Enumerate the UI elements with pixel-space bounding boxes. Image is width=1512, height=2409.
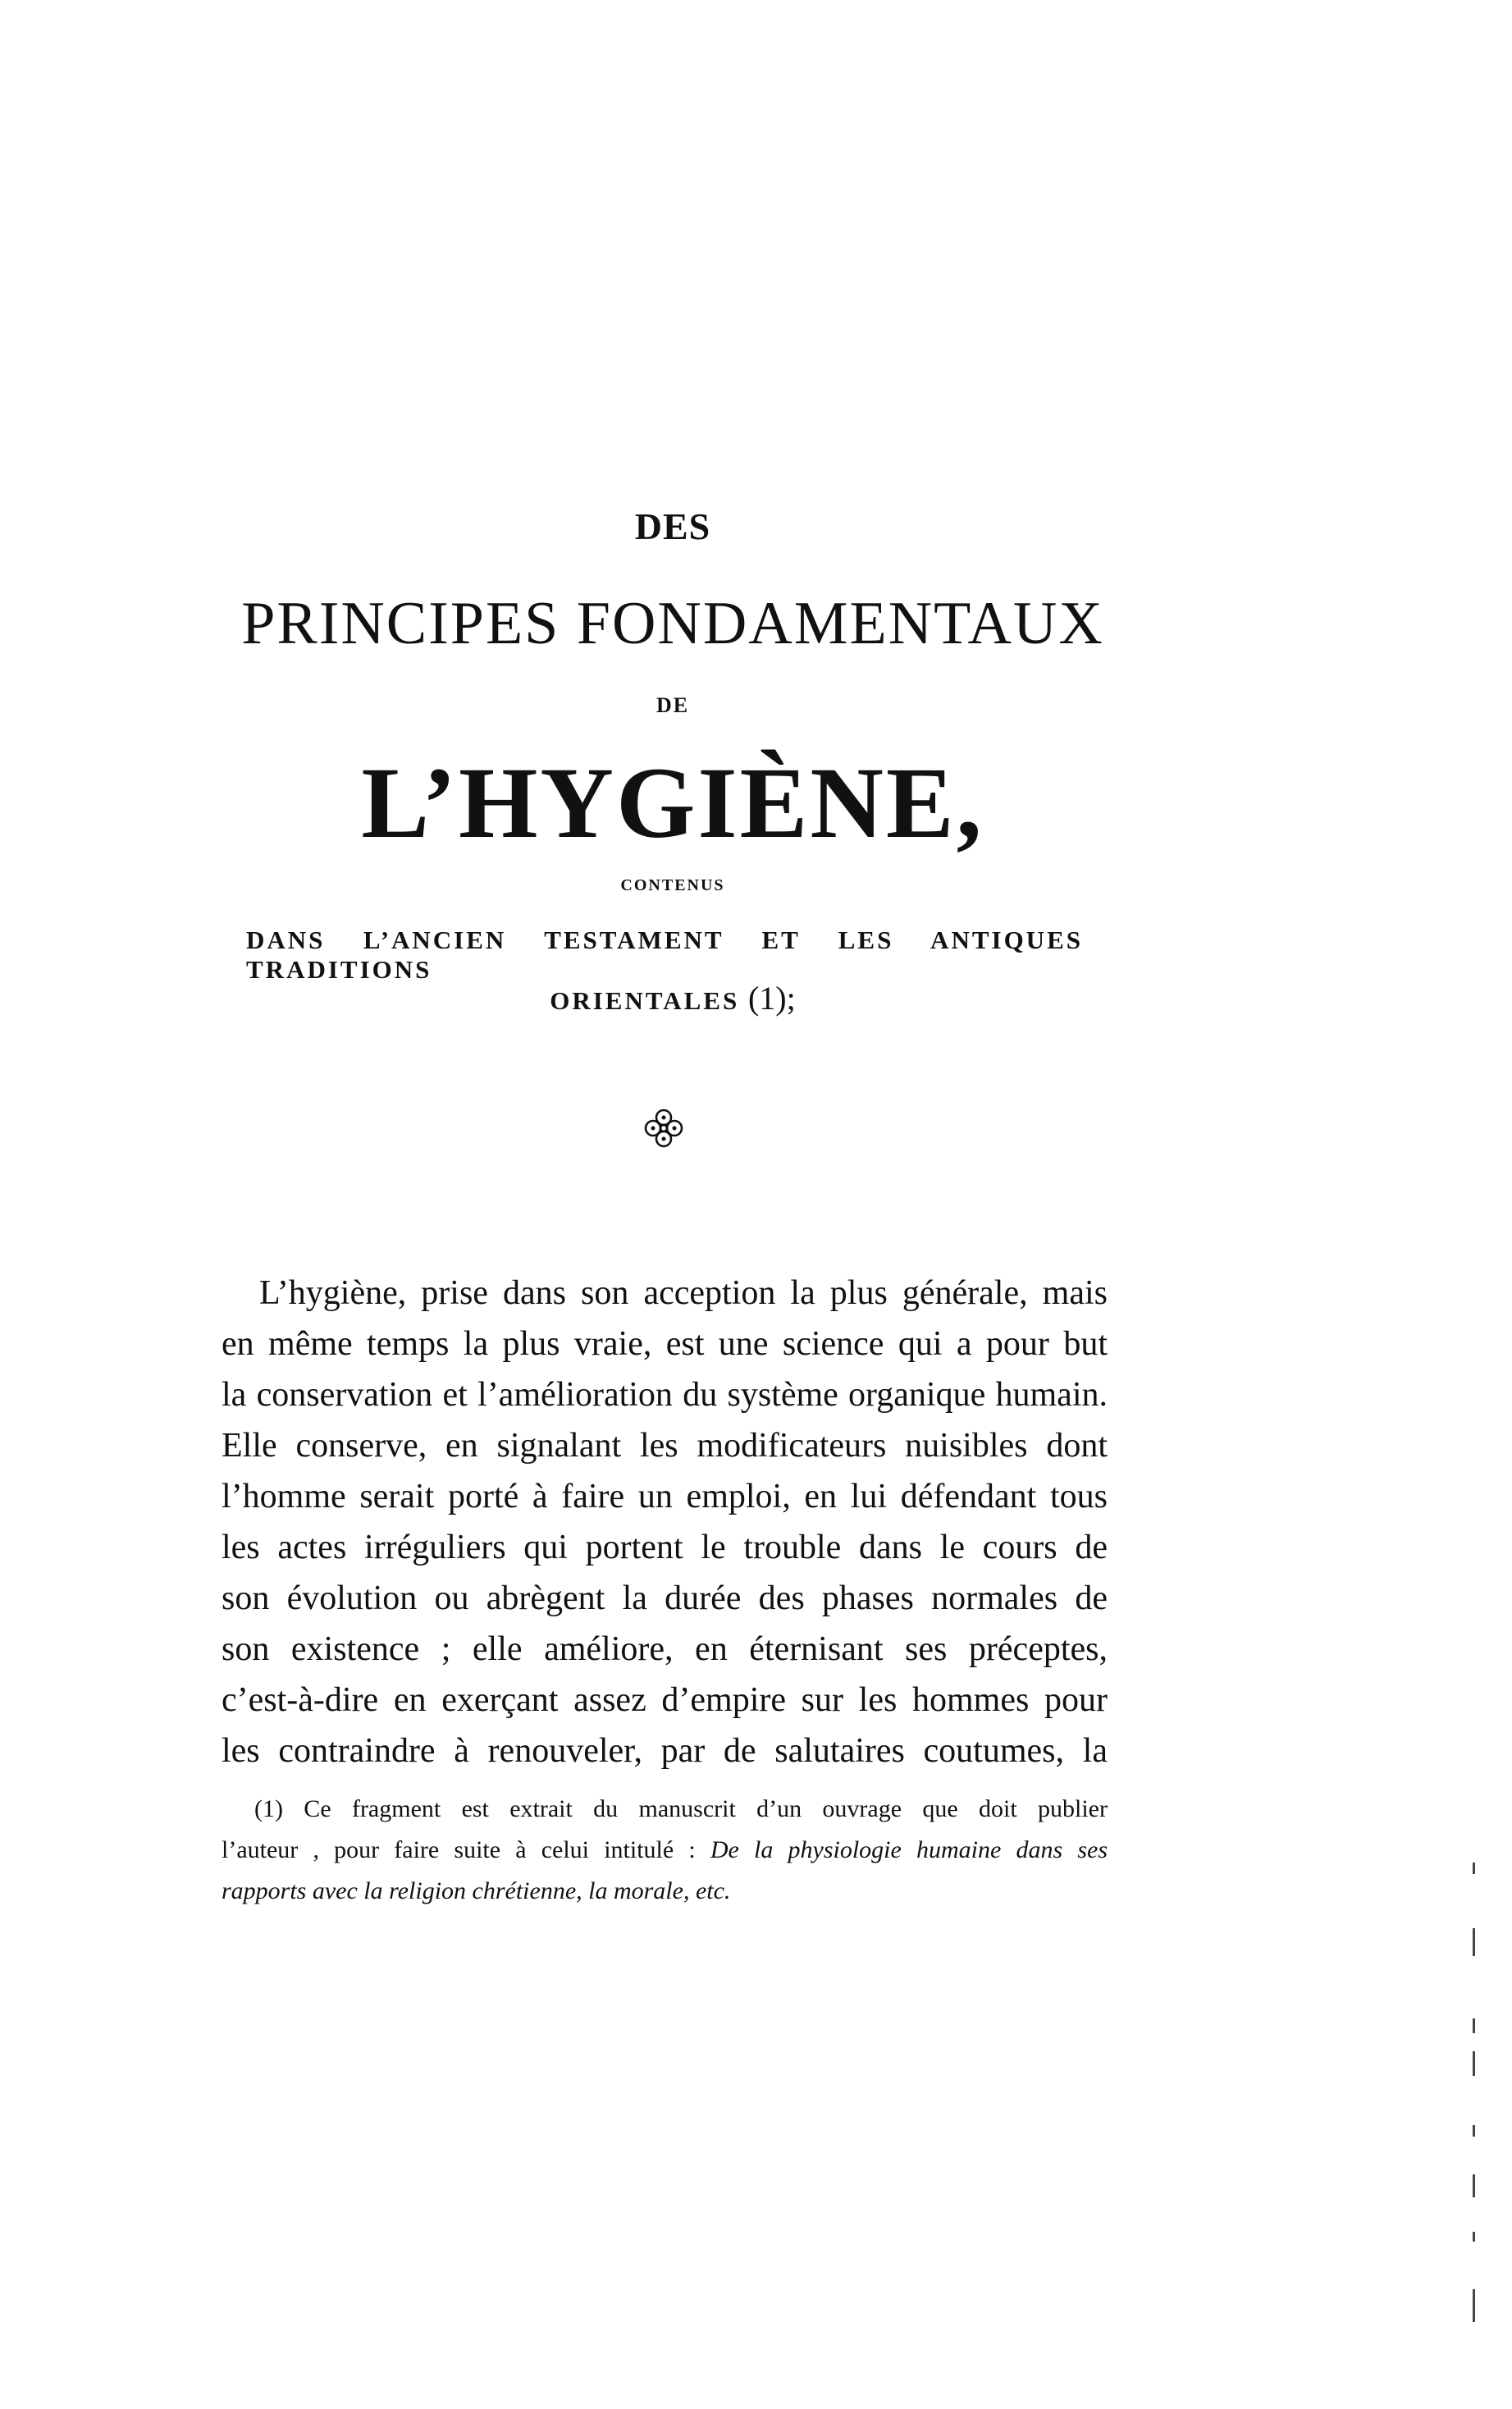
fleuron-ornament-icon (642, 1106, 686, 1150)
footnote-reference: (1); (747, 980, 796, 1017)
footnote (222, 1789, 1108, 1912)
paragraph-line: en même temps la plus vraie, est une science qui a pour but (222, 1325, 1108, 1363)
footnote-book-title-continued: rapports avec la religion chrétienne, la morale, etc. (222, 1877, 731, 1904)
title-de: DE (656, 693, 690, 717)
page-edge-marks (1473, 1863, 1478, 2355)
paragraph-line: la conservation et l’amélioration du système organique humain. (222, 1376, 1108, 1414)
title-des: DES (634, 505, 711, 547)
subtitle-orientales (222, 979, 1124, 1017)
paragraph-line: c’est-à-dire en exerçant assez d’empire sur les hommes pour (222, 1681, 1108, 1719)
paragraph-line: son évolution ou abrègent la durée des phases normales de (222, 1579, 1108, 1617)
footnote-line (222, 1830, 1108, 1871)
footnote-line: (1) Ce fragment est extrait du manuscrit d’un ouvrage que doit publier (254, 1795, 1108, 1822)
paragraph-line: son existence ; elle améliore, en éternisant ses préceptes, (222, 1630, 1108, 1668)
paragraph-line: les actes irréguliers qui portent le trouble dans le cours de (222, 1529, 1108, 1566)
footnote-text: l’auteur , pour faire suite à celui intitulé : (222, 1836, 710, 1863)
paragraph-line: Elle conserve, en signalant les modificateurs nuisibles dont (222, 1427, 1108, 1465)
title-contenus: CONTENUS (620, 876, 725, 894)
subtitle-ancien-testament: DANS L’ANCIEN TESTAMENT ET LES ANTIQUES TRADITIONS (246, 926, 1083, 984)
title-hygiene: L’HYGIÈNE, (361, 747, 984, 859)
title-principes-fondamentaux: PRINCIPES FONDAMENTAUX (241, 590, 1104, 657)
paragraph-line: L’hygiène, prise dans son acception la plus générale, mais (259, 1274, 1108, 1312)
footnote-book-title: De la physiologie humaine dans ses (710, 1836, 1108, 1863)
subtitle-orientales-text: ORIENTALES (550, 986, 740, 1015)
main-paragraph (222, 1268, 1108, 1776)
paragraph-line: les contraindre à renouveler, par de salutaires coutumes, la (222, 1732, 1108, 1770)
paragraph-line: l’homme serait porté à faire un emploi, en lui défendant tous (222, 1478, 1108, 1515)
